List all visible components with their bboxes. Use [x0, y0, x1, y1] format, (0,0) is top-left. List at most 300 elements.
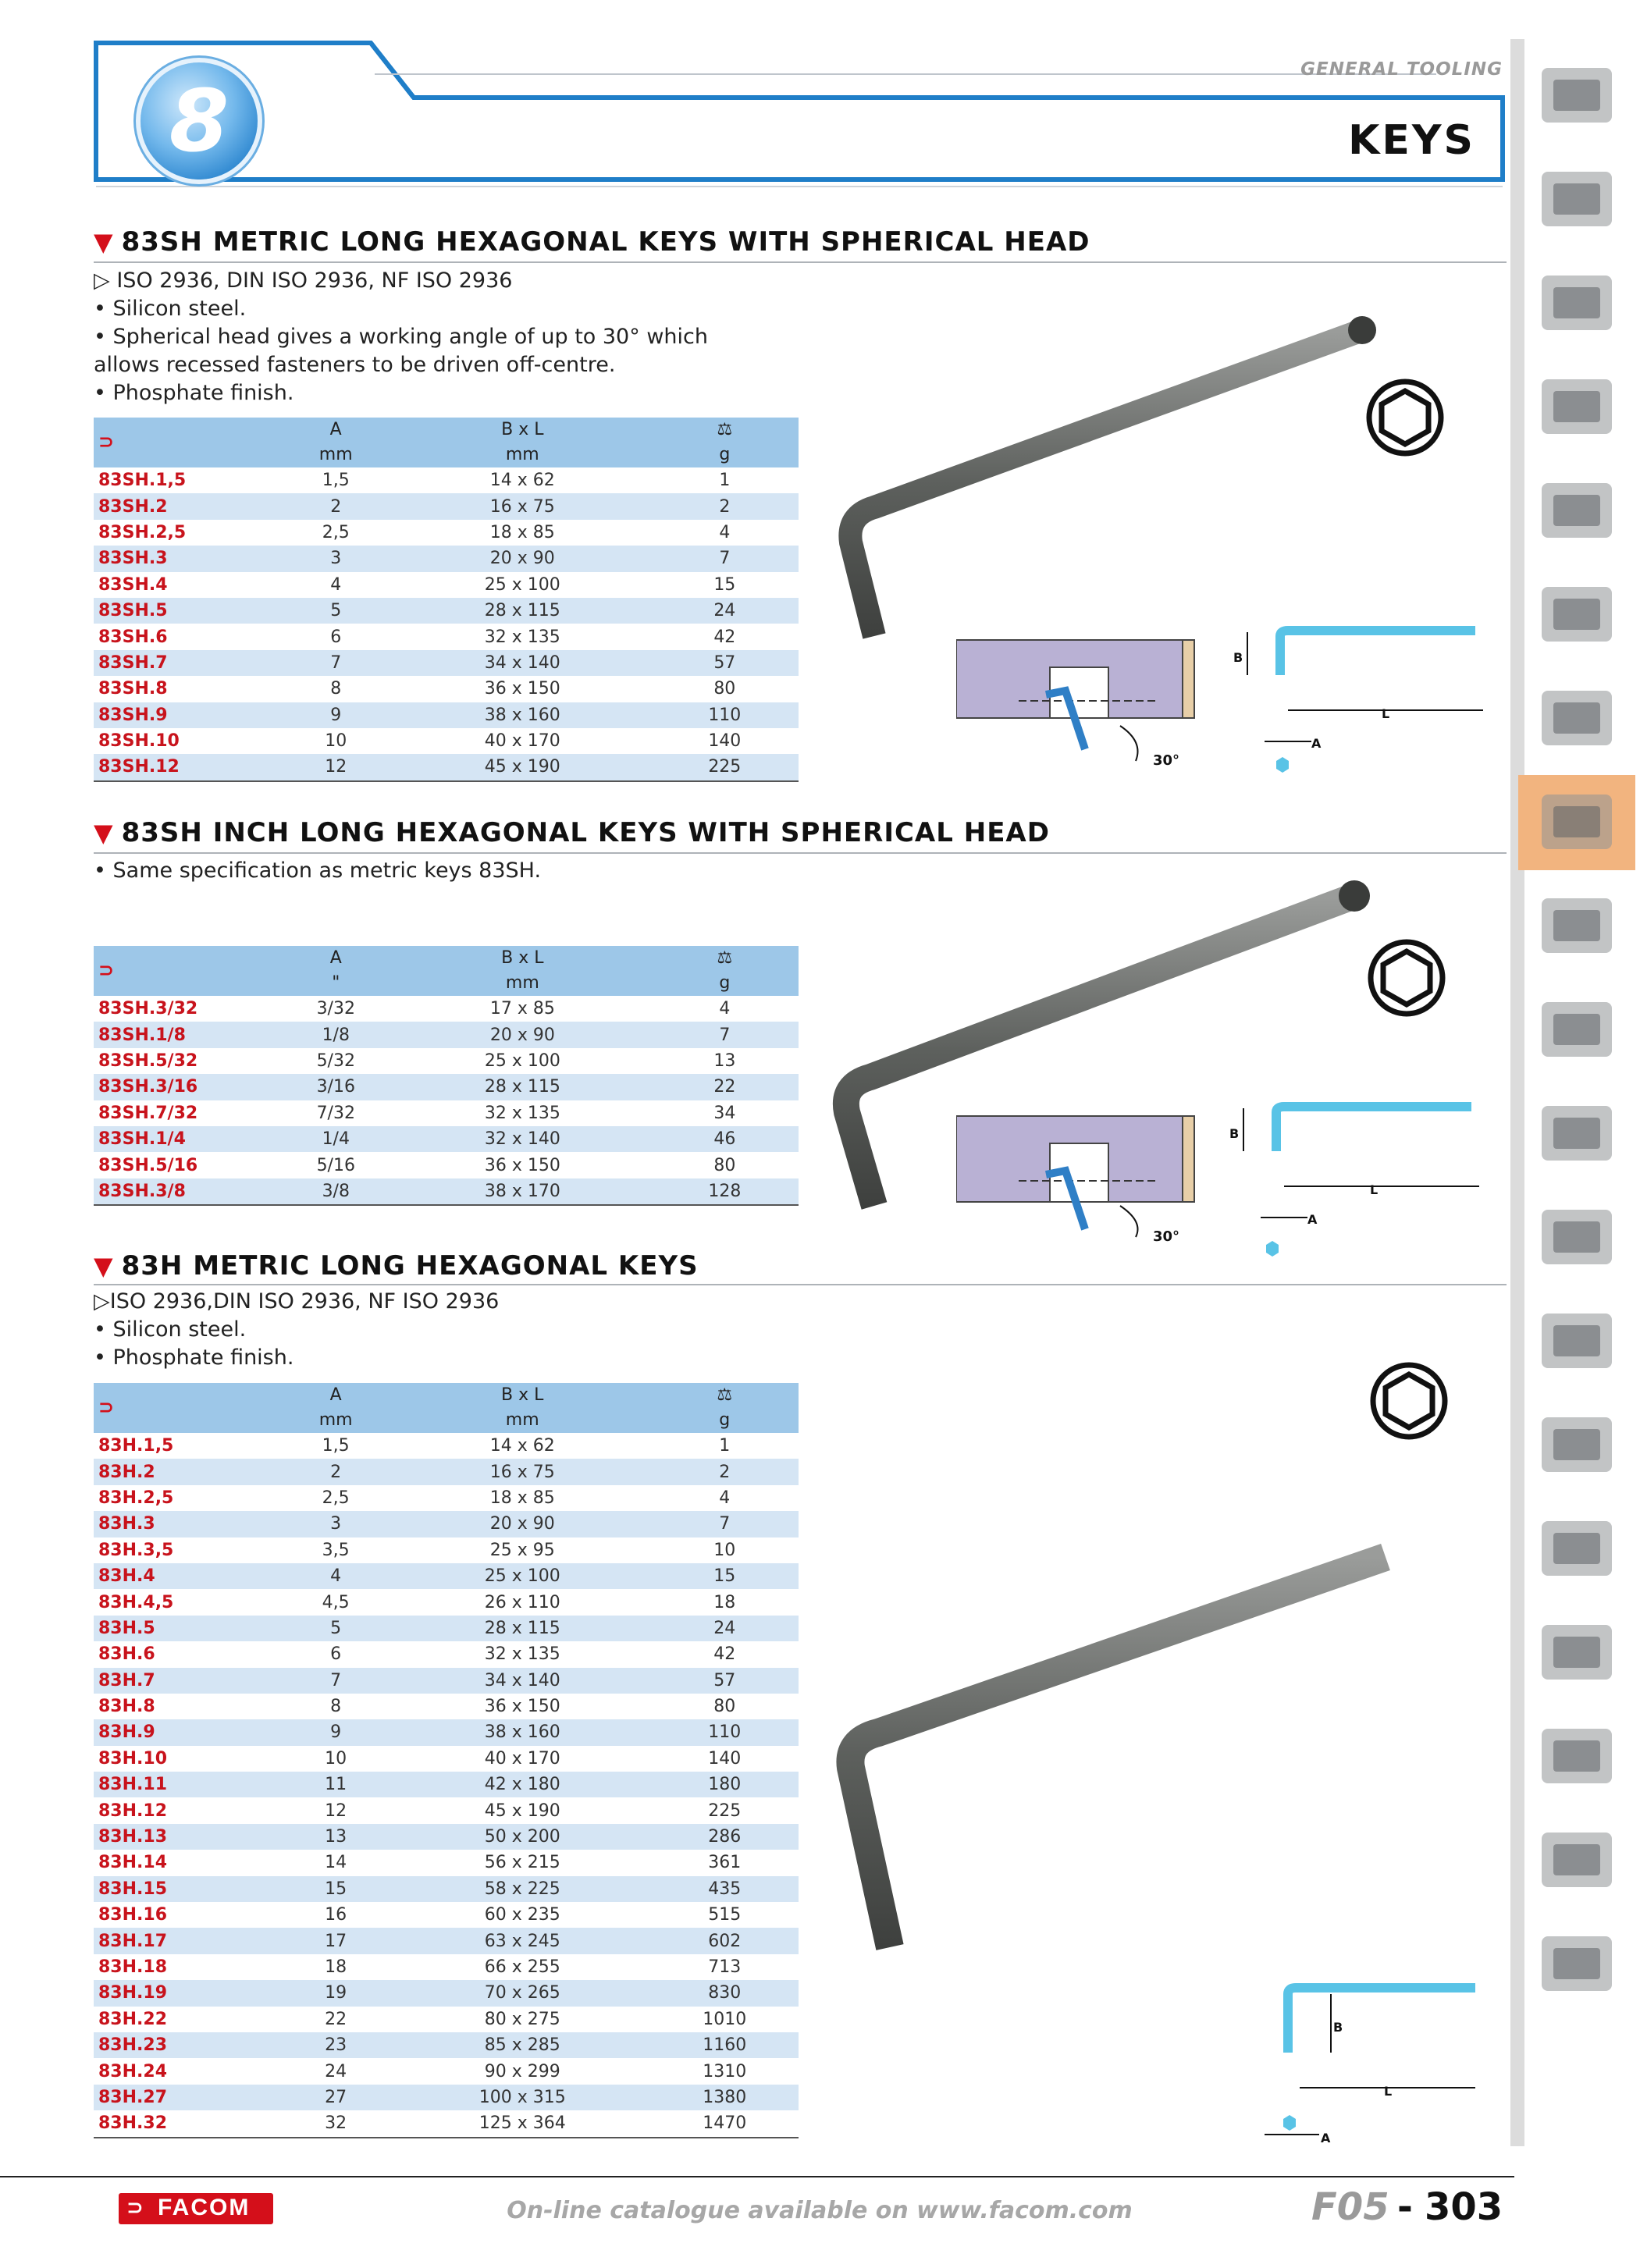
column-header: A: [277, 418, 394, 443]
product-reference[interactable]: 83H.6: [98, 1644, 155, 1665]
toolbox-icon[interactable]: [1518, 48, 1635, 144]
table-row: [94, 1433, 799, 1459]
table-cell: 361: [708, 1853, 742, 1873]
product-reference[interactable]: 83H.2,5: [98, 1488, 174, 1508]
product-reference[interactable]: 83SH.5: [94, 598, 277, 624]
table-cell: 7: [651, 546, 799, 571]
page-number: 303: [1425, 2185, 1503, 2229]
table-cell: 70 x 265: [394, 1980, 651, 2006]
key-dimension-diagram: [1233, 1978, 1483, 2154]
table-row: [94, 1772, 799, 1797]
table-cell: 25 x 95: [489, 1540, 555, 1560]
table-row: [94, 1980, 799, 2006]
table-cell: 15: [277, 1876, 394, 1902]
table-cell: 19: [277, 1980, 394, 2006]
table-cell: 16: [325, 1905, 347, 1925]
table-cell: 6: [330, 627, 342, 647]
car-icon[interactable]: [1518, 1917, 1635, 2012]
pipe-wrench-icon[interactable]: [1518, 1502, 1635, 1597]
tool-cabinet-icon[interactable]: [1518, 152, 1635, 247]
pliers-icon[interactable]: [1518, 879, 1635, 974]
bullet-text: • Silicon steel.: [94, 297, 247, 321]
table-cell: 2: [277, 1459, 394, 1484]
product-reference[interactable]: 83SH.7/32: [98, 1103, 198, 1123]
product-reference[interactable]: 83H.4,5: [98, 1592, 174, 1612]
socket-icon[interactable]: [1518, 567, 1635, 663]
bullet-text: • Silicon steel.: [94, 1317, 247, 1342]
table-cell: 66 x 255: [484, 1957, 560, 1977]
product-reference[interactable]: 83H.1,5: [98, 1436, 174, 1456]
table-row: [94, 676, 799, 702]
product-reference[interactable]: 83SH.2: [94, 493, 277, 519]
table-cell: 12: [277, 754, 394, 780]
product-reference[interactable]: 83SH.1,5: [98, 471, 187, 491]
table-cell: 24: [651, 1616, 799, 1641]
bullet-text: • Phosphate finish.: [94, 381, 294, 405]
table-row: [94, 1152, 799, 1178]
table-row: [94, 2085, 799, 2110]
table-cell: 110: [651, 702, 799, 728]
column-unit: mm: [394, 971, 651, 996]
table-cell: 32 x 135: [484, 1103, 560, 1123]
table-row: [94, 1797, 799, 1823]
reference-icon: ⊃: [94, 418, 277, 467]
table-cell: 34: [713, 1103, 736, 1123]
bullet-text: • Spherical head gives a working angle of up to 30° which: [94, 325, 708, 349]
table-row: [94, 1746, 799, 1772]
table-cell: 7/32: [316, 1103, 355, 1123]
table-cell: 22: [325, 2009, 347, 2029]
table-row: [94, 1928, 799, 1953]
product-reference[interactable]: 83SH.5/16: [98, 1155, 198, 1175]
table-cell: 110: [651, 1719, 799, 1745]
table-cell: 7: [651, 1022, 799, 1047]
product-reference[interactable]: 83SH.6: [98, 627, 168, 647]
table-cell: 1/8: [278, 1022, 395, 1047]
table-cell: 2,5: [322, 522, 350, 542]
product-reference[interactable]: 83H.7: [94, 1668, 277, 1694]
table-cell: 1310: [703, 2061, 747, 2081]
puller-icon[interactable]: [1518, 1294, 1635, 1389]
product-reference[interactable]: 83SH.1/8: [94, 1022, 278, 1047]
angle-label: 30°: [1153, 752, 1180, 769]
product-reference[interactable]: 83H.12: [98, 1801, 167, 1821]
table-cell: 8: [330, 1697, 342, 1717]
product-reference[interactable]: 83H.15: [94, 1876, 277, 1902]
table-cell: 1: [719, 471, 731, 491]
table-cell: 7: [277, 650, 394, 676]
key-dimension-diagram: [1229, 1100, 1487, 1260]
bullet-text: • Phosphate finish.: [94, 1346, 294, 1370]
section-bullets: [94, 267, 708, 407]
table-cell: 45 x 190: [484, 1801, 560, 1821]
hammer-icon[interactable]: [1518, 1086, 1635, 1182]
table-cell: 4: [330, 574, 342, 595]
hex-key-icon[interactable]: [1518, 775, 1635, 870]
aircraft-icon[interactable]: [1518, 1605, 1635, 1701]
dim-b-label: B: [1229, 1126, 1240, 1141]
column-unit: mm: [277, 1408, 394, 1433]
table-cell: 45 x 190: [394, 754, 651, 780]
section-bullets: [94, 857, 541, 885]
table-cell: 14 x 62: [489, 1436, 555, 1456]
section-divider: [94, 261, 1507, 263]
hexagon-profile-icon: [1366, 379, 1444, 457]
table-cell: 90 x 299: [484, 2061, 560, 2081]
table-row: [94, 1178, 799, 1205]
table-cell: 602: [651, 1928, 799, 1953]
table-cell: 28 x 115: [394, 1616, 651, 1641]
dim-l-label: L: [1370, 1182, 1379, 1197]
reference-icon: ⊃: [94, 946, 278, 996]
table-cell: 225: [708, 1801, 742, 1821]
table-cell: 22: [651, 1074, 799, 1100]
table-cell: 18 x 85: [489, 1488, 555, 1508]
product-reference[interactable]: 83H.24: [98, 2061, 167, 2081]
table-cell: 5: [277, 598, 394, 624]
angle-label: 30°: [1153, 1228, 1180, 1245]
dim-l-label: L: [1384, 2084, 1393, 2099]
product-reference[interactable]: 83H.23: [94, 2032, 277, 2058]
table-cell: 713: [708, 1957, 742, 1977]
product-reference[interactable]: 83H.13: [94, 1824, 277, 1850]
table-row: [94, 1668, 799, 1694]
circuit-icon[interactable]: [1518, 1813, 1635, 1908]
table-cell: 38 x 160: [394, 1719, 651, 1745]
table-cell: 8: [330, 679, 342, 699]
product-reference[interactable]: 83SH.7: [94, 650, 277, 676]
table-cell: 28 x 115: [394, 1074, 651, 1100]
table-row: [94, 1126, 799, 1152]
product-reference[interactable]: 83SH.9: [94, 702, 277, 728]
table-cell: 63 x 245: [394, 1928, 651, 1953]
reference-icon: ⊃: [94, 1383, 277, 1433]
column-header: A: [277, 1383, 394, 1408]
table-row: [94, 493, 799, 519]
table-row: [94, 1074, 799, 1100]
table-row: [94, 650, 799, 676]
dim-a-label: A: [1307, 1212, 1318, 1227]
product-reference[interactable]: 83H.2: [94, 1459, 277, 1484]
table-row: [94, 996, 799, 1022]
table-cell: 1/4: [278, 1126, 395, 1152]
online-catalogue-note: On-line catalogue available on www.facom.com: [507, 2197, 1133, 2224]
table-cell: 1,5: [322, 1436, 350, 1456]
table-cell: 20 x 90: [394, 546, 651, 571]
hexagon-profile-icon: [1370, 1362, 1448, 1440]
table-cell: 9: [277, 702, 394, 728]
table-cell: 4: [719, 1488, 731, 1508]
product-reference[interactable]: 83H.3,5: [98, 1540, 174, 1560]
table-cell: 830: [651, 1980, 799, 2006]
table-cell: 128: [651, 1178, 799, 1205]
table-cell: 5/16: [316, 1155, 355, 1175]
table-row: [94, 520, 799, 546]
spec-table-83sh-inch: [94, 946, 799, 1206]
table-cell: 40 x 170: [484, 1748, 560, 1769]
dim-a-label: A: [1321, 2131, 1331, 2145]
dim-a-label: A: [1311, 736, 1322, 751]
table-cell: 18: [325, 1957, 347, 1977]
table-cell: 25 x 100: [484, 574, 560, 595]
table-cell: 28 x 115: [394, 598, 651, 624]
table-cell: 26 x 110: [484, 1592, 560, 1612]
table-cell: 435: [651, 1876, 799, 1902]
section-title-83sh-metric: ▼ 83SH METRIC LONG HEXAGONAL KEYS WITH SPHERICAL HEAD: [94, 226, 1090, 258]
table-cell: 3: [277, 546, 394, 571]
product-reference[interactable]: 83H.4: [94, 1563, 277, 1589]
column-header: ⚖: [651, 1383, 799, 1408]
table-cell: 32 x 140: [394, 1126, 651, 1152]
bullet-text: allows recessed fasteners to be driven off-centre.: [94, 353, 616, 377]
table-cell: 1,5: [322, 471, 350, 491]
product-reference[interactable]: 83SH.5/32: [98, 1050, 198, 1071]
bullet-text: • Same specification as metric keys 83SH.: [94, 858, 542, 883]
column-unit: mm: [277, 443, 394, 467]
table-cell: 180: [651, 1772, 799, 1797]
table-cell: 1: [719, 1436, 731, 1456]
table-row: [94, 1876, 799, 1902]
table-cell: 25 x 100: [394, 1563, 651, 1589]
table-row: [94, 1048, 799, 1074]
table-cell: 46: [651, 1126, 799, 1152]
facom-logo: ⊃ FACOM: [119, 2193, 273, 2224]
table-cell: 17 x 85: [489, 999, 555, 1019]
table-cell: 5/32: [316, 1050, 355, 1071]
product-reference[interactable]: 83SH.3/16: [94, 1074, 278, 1100]
product-reference[interactable]: 83H.9: [94, 1719, 277, 1745]
table-cell: 225: [651, 754, 799, 780]
table-cell: 13: [277, 1824, 394, 1850]
table-cell: 12: [325, 1801, 347, 1821]
table-cell: 80: [713, 679, 736, 699]
table-cell: 140: [708, 1748, 742, 1769]
product-reference[interactable]: 83SH.3: [94, 546, 277, 571]
table-cell: 11: [277, 1772, 394, 1797]
table-cell: 3,5: [322, 1540, 350, 1560]
table-cell: 36 x 150: [484, 1155, 560, 1175]
table-row: [94, 598, 799, 624]
hex-key-ball-illustration: [827, 308, 1389, 667]
table-cell: 2,5: [322, 1488, 350, 1508]
table-cell: 80 x 275: [484, 2009, 560, 2029]
section-title-83sh-inch: ▼ 83SH INCH LONG HEXAGONAL KEYS WITH SPHERICAL HEAD: [94, 817, 1050, 848]
column-header: B x L: [394, 946, 651, 971]
product-reference[interactable]: 83SH.3/32: [98, 999, 198, 1019]
table-cell: 57: [651, 650, 799, 676]
table-row: [94, 546, 799, 571]
table-cell: 100 x 315: [394, 2085, 651, 2110]
table-cell: 4,5: [322, 1592, 350, 1612]
table-cell: 2: [277, 493, 394, 519]
product-reference[interactable]: 83SH.2,5: [98, 522, 187, 542]
table-cell: 4: [719, 522, 731, 542]
column-unit: g: [651, 971, 799, 996]
table-row: [94, 1902, 799, 1928]
table-row: [94, 1100, 799, 1126]
product-reference[interactable]: 83SH.10: [98, 731, 180, 752]
table-cell: 2: [651, 1459, 799, 1484]
table-cell: 125 x 364: [394, 2110, 651, 2137]
table-row: [94, 728, 799, 754]
product-reference[interactable]: 83H.16: [98, 1905, 167, 1925]
product-reference[interactable]: 83H.22: [98, 2009, 167, 2029]
product-reference[interactable]: 83SH.3/8: [94, 1178, 278, 1205]
table-cell: 36 x 150: [484, 1697, 560, 1717]
product-reference[interactable]: 83H.18: [98, 1957, 167, 1977]
table-cell: 42: [713, 627, 736, 647]
column-unit: g: [651, 1408, 799, 1433]
table-cell: 38 x 170: [394, 1178, 651, 1205]
section-bullets: [94, 1288, 499, 1372]
spec-table-83h-metric: [94, 1383, 799, 2138]
table-cell: 14: [325, 1853, 347, 1873]
electrical-icon[interactable]: [1518, 1709, 1635, 1804]
column-unit: ": [278, 971, 395, 996]
table-cell: 4: [719, 999, 731, 1019]
product-reference[interactable]: 83SH.12: [94, 754, 277, 780]
bullet-text: ▷ ISO 2936, DIN ISO 2936, NF ISO 2936: [94, 268, 513, 293]
table-row: [94, 1954, 799, 1980]
product-reference[interactable]: 83H.5: [94, 1616, 277, 1641]
table-cell: 15: [713, 574, 736, 595]
table-cell: 7: [651, 1511, 799, 1537]
chapter-number: 8: [169, 71, 229, 171]
table-cell: 515: [708, 1905, 742, 1925]
impact-wrench-icon[interactable]: [1518, 1398, 1635, 1493]
table-row: [94, 1485, 799, 1511]
table-cell: 36 x 150: [484, 679, 560, 699]
product-reference[interactable]: 83H.17: [94, 1928, 277, 1953]
hex-key-illustration: [827, 1541, 1397, 1963]
table-cell: 5: [277, 1616, 394, 1641]
table-cell: 17: [277, 1928, 394, 1953]
table-row: [94, 1537, 799, 1563]
product-reference[interactable]: 83H.8: [98, 1697, 155, 1717]
table-row: [94, 467, 799, 493]
table-row: [94, 1719, 799, 1745]
table-cell: 85 x 285: [394, 2032, 651, 2058]
table-row: [94, 1022, 799, 1047]
table-cell: 60 x 235: [484, 1905, 560, 1925]
table-row: [94, 1694, 799, 1719]
table-cell: 50 x 200: [394, 1824, 651, 1850]
table-cell: 14 x 62: [489, 471, 555, 491]
hexagon-profile-icon: [1368, 939, 1446, 1017]
table-cell: 38 x 160: [394, 702, 651, 728]
page-separator: -: [1397, 2185, 1413, 2229]
table-cell: 18: [713, 1592, 736, 1612]
table-cell: 32: [277, 2110, 394, 2137]
table-cell: 3: [277, 1511, 394, 1537]
table-cell: 16 x 75: [394, 1459, 651, 1484]
product-reference[interactable]: 83H.19: [94, 1980, 277, 2006]
table-row: [94, 1589, 799, 1615]
table-cell: 10: [325, 731, 347, 752]
table-cell: 15: [651, 1563, 799, 1589]
tool-box-icon[interactable]: [1518, 360, 1635, 455]
product-reference[interactable]: 83SH.8: [98, 679, 168, 699]
table-cell: 24: [651, 598, 799, 624]
table-cell: 80: [713, 1155, 736, 1175]
table-cell: 9: [277, 1719, 394, 1745]
page-section-code: F05: [1311, 2185, 1389, 2229]
dim-l-label: L: [1382, 706, 1390, 721]
table-cell: 10: [325, 1748, 347, 1769]
table-cell: 32 x 135: [484, 627, 560, 647]
dim-b-label: B: [1333, 2020, 1343, 2035]
table-cell: 24: [325, 2061, 347, 2081]
section-divider: [94, 852, 1507, 854]
product-reference[interactable]: 83H.11: [94, 1772, 277, 1797]
table-row: [94, 1850, 799, 1875]
product-reference[interactable]: 83SH.1/4: [94, 1126, 278, 1152]
recessed-fastener-diagram: [956, 632, 1206, 769]
table-row: [94, 624, 799, 649]
table-cell: 23: [277, 2032, 394, 2058]
tape-measure-icon[interactable]: [1518, 983, 1635, 1078]
column-header: ⚖: [651, 418, 799, 443]
table-cell: 18 x 85: [489, 522, 555, 542]
column-header: A: [278, 946, 395, 971]
table-cell: 3/32: [316, 999, 355, 1019]
screwdriver-icon[interactable]: [1518, 671, 1635, 766]
dim-b-label: B: [1233, 650, 1243, 665]
table-cell: 56 x 215: [484, 1853, 560, 1873]
table-cell: 80: [713, 1697, 736, 1717]
table-cell: 10: [713, 1540, 736, 1560]
table-cell: 1380: [651, 2085, 799, 2110]
hacksaw-icon[interactable]: [1518, 1190, 1635, 1285]
table-cell: 1470: [651, 2110, 799, 2137]
table-row: [94, 1459, 799, 1484]
table-row: [94, 572, 799, 598]
column-header: ⚖: [651, 946, 799, 971]
table-cell: 32 x 135: [484, 1644, 560, 1665]
table-cell: 3/8: [278, 1178, 395, 1205]
section-label: GENERAL TOOLING: [1300, 59, 1503, 80]
product-reference[interactable]: 83H.32: [94, 2110, 277, 2137]
product-reference[interactable]: 83H.27: [94, 2085, 277, 2110]
table-cell: 27: [277, 2085, 394, 2110]
bullet-text: ▷ISO 2936,DIN ISO 2936, NF ISO 2936: [94, 1289, 500, 1314]
table-cell: 140: [708, 731, 742, 752]
column-unit: g: [651, 443, 799, 467]
workbench-icon[interactable]: [1518, 256, 1635, 351]
table-cell: 34 x 140: [394, 650, 651, 676]
table-cell: 4: [277, 1563, 394, 1589]
column-unit: mm: [394, 443, 651, 467]
table-cell: 13: [713, 1050, 736, 1071]
product-reference[interactable]: 83H.10: [98, 1748, 167, 1769]
wrench-icon[interactable]: [1518, 464, 1635, 559]
product-reference[interactable]: 83H.3: [94, 1511, 277, 1537]
table-cell: 6: [330, 1644, 342, 1665]
key-dimension-diagram: [1233, 624, 1491, 784]
table-cell: 57: [651, 1668, 799, 1694]
product-reference[interactable]: 83H.14: [98, 1853, 167, 1873]
product-reference[interactable]: 83SH.4: [98, 574, 168, 595]
section-divider: [94, 1284, 1507, 1285]
column-header: B x L: [394, 418, 651, 443]
column-header: B x L: [394, 1383, 651, 1408]
column-unit: mm: [394, 1408, 651, 1433]
table-cell: 2: [651, 493, 799, 519]
spec-table-83sh-metric: [94, 418, 799, 782]
table-cell: 20 x 90: [394, 1511, 651, 1537]
red-triangle-icon: ▼: [94, 818, 114, 848]
table-row: [94, 702, 799, 728]
